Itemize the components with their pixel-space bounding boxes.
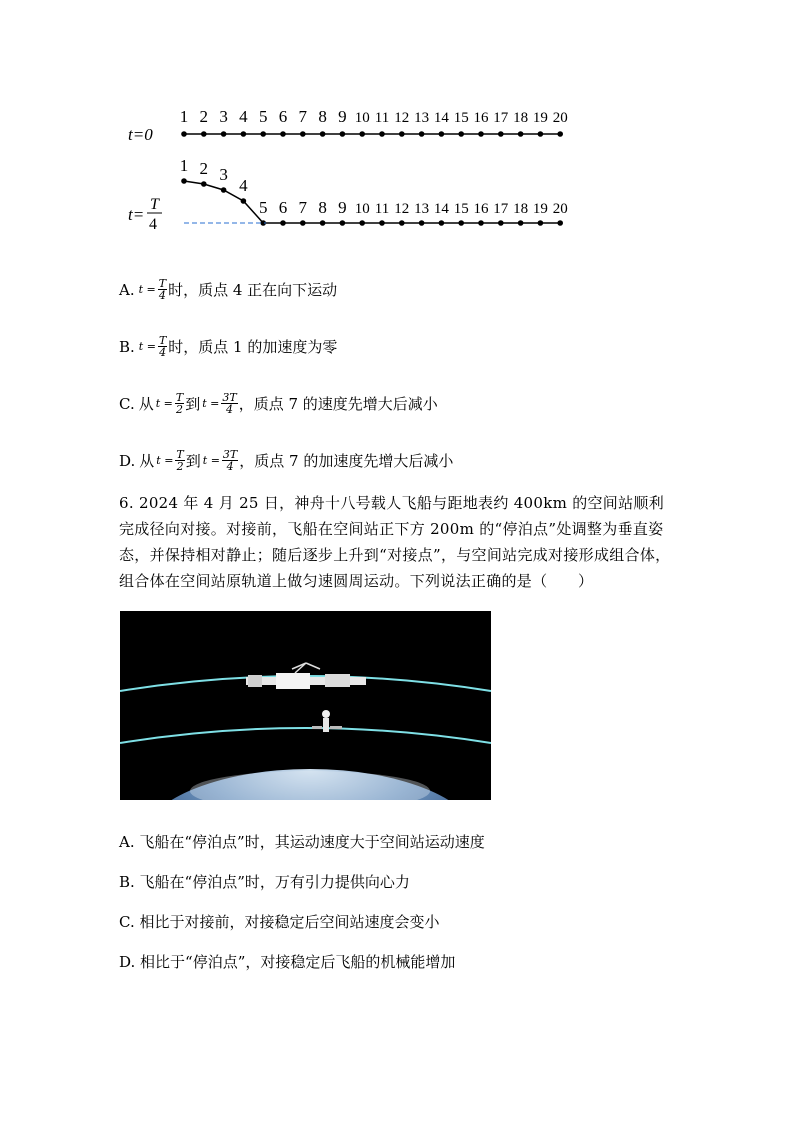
particle-number: 7 xyxy=(298,198,308,217)
spacecraft xyxy=(312,710,342,732)
particle-dot xyxy=(201,181,207,187)
particle-number: 3 xyxy=(219,165,228,184)
particle-dot xyxy=(557,220,563,226)
fraction xyxy=(175,449,184,472)
particle-number: 6 xyxy=(278,198,288,217)
particle-dot xyxy=(518,131,524,137)
t-var: t = xyxy=(138,339,156,353)
particle-dot xyxy=(359,220,365,226)
row2-label-den: 4 xyxy=(149,216,157,233)
particle-dot xyxy=(241,198,247,204)
particle-number: 4 xyxy=(239,176,248,195)
particle-dot xyxy=(241,131,247,137)
t-var: t = xyxy=(202,396,220,410)
particle-number: 17 xyxy=(493,201,509,217)
particle-number: 5 xyxy=(258,107,268,126)
particle-dot xyxy=(320,131,326,137)
q6-option-a: A. 飞船在“停泊点”时，其运动速度大于空间站运动速度 xyxy=(119,833,485,851)
fraction-den: 2 xyxy=(176,403,184,416)
particle-number: 18 xyxy=(513,110,529,126)
fraction-num: 3T xyxy=(222,391,237,404)
particle-dot xyxy=(201,131,207,137)
particle-dot xyxy=(439,220,445,226)
particle-dot xyxy=(300,220,306,226)
fraction xyxy=(222,449,238,472)
particle-dot xyxy=(359,131,365,137)
fraction-den: 4 xyxy=(159,346,167,359)
option-mid: 到 xyxy=(185,394,201,413)
t-var: t = xyxy=(202,453,220,467)
fraction xyxy=(158,278,167,301)
particle-dot xyxy=(458,220,464,226)
q5-option-b xyxy=(119,335,337,358)
particle-number: 4 xyxy=(239,107,248,126)
row2-label-num: T xyxy=(150,196,159,213)
particle-number: 14 xyxy=(433,110,449,126)
option-pre: 从 xyxy=(139,451,155,470)
particle-dot xyxy=(478,131,484,137)
particle-dot xyxy=(320,220,326,226)
particle-dot xyxy=(221,131,227,137)
particle-dot xyxy=(557,131,563,137)
row-t0 xyxy=(180,107,568,137)
fraction xyxy=(221,392,237,415)
particle-dot xyxy=(221,187,227,193)
option-pre: 从 xyxy=(138,394,154,413)
particle-dot xyxy=(399,220,405,226)
q6-option-d: D. 相比于“停泊点”，对接稳定后飞船的机械能增加 xyxy=(119,953,456,971)
option-text: ，质点 7 的加速度先增大后减小 xyxy=(239,451,454,470)
particle-dot xyxy=(439,131,445,137)
particle-number: 8 xyxy=(318,107,327,126)
fraction-den: 4 xyxy=(158,289,166,302)
particle-number: 20 xyxy=(552,201,568,217)
particle-dot xyxy=(379,131,385,137)
fraction-num: T xyxy=(176,448,184,461)
particle-number: 9 xyxy=(338,107,347,126)
t-var: t = xyxy=(138,282,156,296)
fraction-num: 3T xyxy=(222,448,238,461)
particle-number: 7 xyxy=(298,107,308,126)
particle-dot xyxy=(280,131,286,137)
t-var: t = xyxy=(155,396,173,410)
particle-number: 5 xyxy=(258,198,268,217)
particle-number: 1 xyxy=(179,107,189,126)
particle-dot xyxy=(379,220,385,226)
particle-dot xyxy=(518,220,524,226)
particle-number: 1 xyxy=(179,156,189,175)
particle-dot xyxy=(260,131,266,137)
particle-number: 2 xyxy=(199,159,209,178)
row2-label xyxy=(128,196,162,233)
particle-number: 3 xyxy=(219,107,228,126)
option-text: ，质点 7 的速度先增大后减小 xyxy=(238,394,438,413)
particle-number: 19 xyxy=(532,110,548,126)
option-letter: A. xyxy=(119,280,135,299)
particle-dot xyxy=(419,131,425,137)
particle-dot xyxy=(538,220,544,226)
particle-number: 12 xyxy=(394,110,410,126)
q5-option-d xyxy=(119,449,453,472)
fraction xyxy=(158,335,167,358)
particle-dot xyxy=(181,131,187,137)
particle-number: 17 xyxy=(493,110,509,126)
q5-option-a xyxy=(119,278,337,301)
fraction xyxy=(175,392,184,415)
particle-number: 19 xyxy=(532,201,548,217)
particle-number: 10 xyxy=(354,110,370,126)
particle-number: 11 xyxy=(374,110,390,126)
particle-dot xyxy=(300,131,306,137)
particle-number: 20 xyxy=(552,110,568,126)
fraction-num: T xyxy=(158,277,167,290)
particle-dot xyxy=(280,220,286,226)
question-6-text: 6. 2024 年 4 月 25 日，神舟十八号载人飞船与距地表约 400km 的空间站顺利完成径向对接。对接前，飞船在空间站正下方 200m 的“停泊点”处调整为垂直姿态，并保持相对静止；随后逐步上升到“对接点”，与空间站完成对接形成组合体，组合体在空间站原轨道上做匀速圆周运动。下列说法正确的是（ ） xyxy=(119,494,671,590)
particle-number: 9 xyxy=(338,198,347,217)
option-letter: D. xyxy=(119,451,136,470)
particle-number: 12 xyxy=(394,201,410,217)
fraction-den: 4 xyxy=(226,403,234,416)
option-letter: C. xyxy=(119,394,135,413)
particle-dot xyxy=(181,178,187,184)
particle-number: 16 xyxy=(473,110,489,126)
wave-figure xyxy=(120,95,590,245)
particle-dot xyxy=(340,220,346,226)
particle-dot xyxy=(498,131,504,137)
particle-number: 6 xyxy=(278,107,288,126)
option-letter: B. xyxy=(119,337,135,356)
particle-dot xyxy=(399,131,405,137)
particle-dot xyxy=(498,220,504,226)
row2-label-t: t= xyxy=(128,205,145,224)
particle-dot xyxy=(458,131,464,137)
parking-orbit-line xyxy=(120,728,491,743)
particle-number: 13 xyxy=(414,110,430,126)
fraction-num: T xyxy=(158,334,167,347)
q6-option-b: B. 飞船在“停泊点”时，万有引力提供向心力 xyxy=(119,873,410,891)
particle-number: 10 xyxy=(354,201,370,217)
particle-number: 16 xyxy=(473,201,489,217)
q5-option-c xyxy=(119,392,438,415)
particle-number: 13 xyxy=(414,201,430,217)
fraction-den: 4 xyxy=(226,460,234,473)
particle-number: 2 xyxy=(199,107,209,126)
q6-option-c: C. 相比于对接前，对接稳定后空间站速度会变小 xyxy=(119,913,440,931)
option-text: 时，质点 1 的加速度为零 xyxy=(168,337,338,356)
option-text: 时，质点 4 正在向下运动 xyxy=(168,280,338,299)
particle-dot xyxy=(538,131,544,137)
particle-number: 8 xyxy=(318,198,327,217)
particle-dot xyxy=(419,220,425,226)
particle-number: 14 xyxy=(433,201,449,217)
particle-dot xyxy=(478,220,484,226)
fraction-den: 2 xyxy=(176,460,184,473)
particle-number: 18 xyxy=(513,201,529,217)
row1-label: t=0 xyxy=(128,125,153,144)
fraction-num: T xyxy=(175,391,184,404)
particle-number: 11 xyxy=(374,201,390,217)
particle-number: 15 xyxy=(453,110,469,126)
particle-number: 15 xyxy=(453,201,469,217)
option-mid: 到 xyxy=(185,451,201,470)
t-var: t = xyxy=(156,453,174,467)
row-t-quarter xyxy=(180,156,568,226)
particle-dot xyxy=(340,131,346,137)
space-station-photo xyxy=(120,611,491,800)
